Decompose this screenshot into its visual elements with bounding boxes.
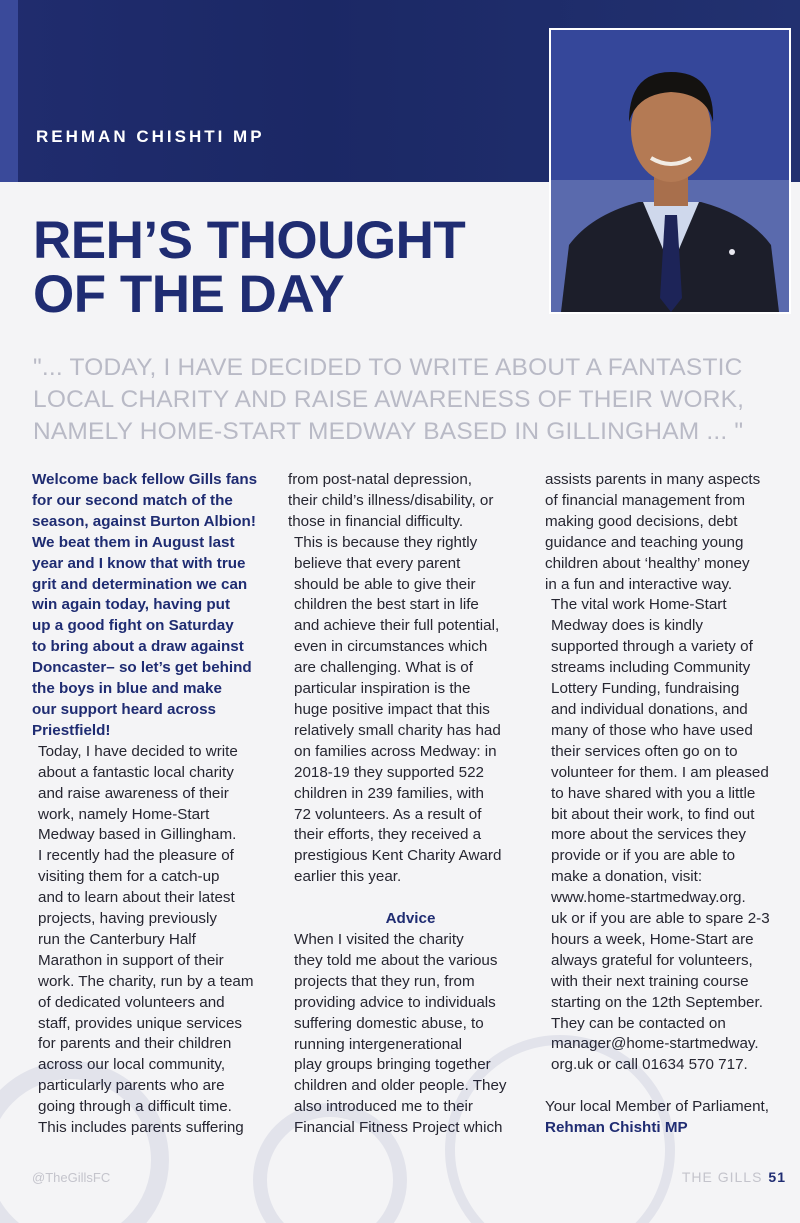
text-line: in a fun and interactive way. [545, 575, 733, 593]
text-line: believe that every parent [294, 554, 461, 572]
author-kicker: REHMAN CHISHTI MP [36, 127, 265, 146]
intro-paragraph [32, 470, 277, 742]
text-line: providing advice to individuals [294, 993, 496, 1011]
text-line: starting on the 12th September. [551, 993, 763, 1011]
text-line: When I visited the charity [294, 931, 464, 949]
text-line: many of those who have used [551, 721, 753, 739]
text-line: provide or if you are able to [551, 847, 736, 865]
text-line: manager@home-startmedway. [551, 1035, 759, 1053]
text-line: play groups bringing together [294, 1056, 491, 1074]
advice-subheading: Advice [385, 910, 436, 928]
text-line: always grateful for volunteers, [551, 951, 753, 969]
text-line: even in circumstances which [294, 638, 488, 656]
text-line: children and older people. They [294, 1077, 507, 1095]
text-line: for parents and their children [38, 1035, 232, 1053]
text-line: from post-natal depression, [288, 471, 473, 488]
text-line: on families across Medway: in [294, 742, 497, 760]
signoff-line: Your local Member of Parliament, [545, 1098, 769, 1116]
text-line: children the best start in life [294, 596, 479, 614]
text-line: They can be contacted on [551, 1014, 726, 1032]
text-line: work. The charity, run by a team [38, 972, 254, 990]
body-paragraph [288, 470, 533, 533]
text-line: and raise awareness of their [38, 784, 229, 802]
social-handle: @TheGillsFC [32, 1170, 111, 1185]
text-line: suffering domestic abuse, to [294, 1014, 484, 1032]
text-line: staff, provides unique services [38, 1014, 243, 1032]
text-line: volunteer for them. I am pleased [551, 763, 769, 781]
headline-line-2: OF THE DAY [33, 265, 345, 324]
portrait-illustration [551, 30, 789, 312]
text-line: they told me about the various [294, 951, 498, 969]
text-line: should be able to give their [294, 575, 476, 593]
text-line: relatively small charity has had [294, 721, 501, 739]
page-number: 51 [768, 1169, 786, 1185]
text-line: running intergenerational [294, 1035, 463, 1053]
text-line: and individual donations, and [551, 700, 748, 718]
text-line: Medway based in Gillingham. [38, 826, 237, 844]
article-headline [33, 211, 466, 324]
magazine-name: THE GILLS [681, 1169, 763, 1185]
pull-quote-line: "... TODAY, I HAVE DECIDED TO WRITE ABOUT A FANTASTIC [33, 354, 743, 381]
text-line: across our local community, [38, 1056, 226, 1074]
text-line: supported through a variety of [551, 638, 753, 656]
pull-quote-line: NAMELY HOME-START MEDWAY BASED IN GILLINGHAM ... " [33, 418, 744, 445]
text-line: bit about their work, to find out [551, 805, 755, 823]
article-column-3 [545, 470, 790, 1139]
text-line: making good decisions, debt [545, 512, 738, 530]
text-line: This is because they rightly [294, 533, 478, 551]
body-paragraph [545, 470, 790, 595]
text-line: assists parents in many aspects [545, 471, 761, 488]
text-line: visiting them for a catch-up [38, 868, 220, 886]
text-line: grit and determination we can [32, 575, 248, 593]
text-line: hours a week, Home-Start are [551, 930, 754, 948]
text-line: Financial Fitness Project which [294, 1119, 503, 1137]
text-line: about a fantastic local charity [38, 763, 234, 781]
text-line: This includes parents suffering [38, 1119, 244, 1137]
text-line: our support heard across [32, 700, 216, 718]
text-line: Priestfield! [32, 721, 111, 739]
text-line: season, against Burton Albion! [32, 512, 256, 530]
text-line: Marathon in support of their [38, 951, 224, 969]
body-paragraph [545, 595, 790, 1076]
text-line: and achieve their full potential, [294, 617, 500, 635]
text-line: work, namely Home-Start [38, 805, 210, 823]
text-line: children about ‘healthy’ money [545, 554, 750, 572]
text-line: of dedicated volunteers and [38, 993, 225, 1011]
text-line: also introduced me to their [294, 1098, 473, 1116]
text-line: particularly parents who are [38, 1077, 225, 1095]
text-line: for our second match of the [32, 491, 233, 509]
pull-quote [33, 352, 773, 448]
text-line: run the Canterbury Half [38, 930, 196, 948]
text-line: make a donation, visit: [551, 868, 703, 886]
signoff-name: Rehman Chishti MP [545, 1119, 688, 1137]
text-line: uk or if you are able to spare 2-3 [551, 910, 770, 928]
pull-quote-line: LOCAL CHARITY AND RAISE AWARENESS OF THEIR WORK, [33, 386, 745, 413]
text-line: I recently had the pleasure of [38, 847, 234, 865]
text-line: earlier this year. [294, 868, 402, 886]
text-line: Today, I have decided to write [38, 742, 238, 760]
text-line: prestigious Kent Charity Award [294, 847, 502, 865]
banner-accent-stripe [0, 0, 18, 182]
text-line: Doncaster– so let’s get behind [32, 659, 252, 677]
text-line: We beat them in August last [32, 533, 235, 551]
body-paragraph [288, 930, 533, 1139]
text-line: up a good fight on Saturday [32, 617, 234, 635]
text-line: The vital work Home-Start [551, 596, 727, 614]
text-line: those in financial difficulty. [288, 512, 464, 530]
text-line: Medway does is kindly [551, 617, 703, 635]
author-portrait [549, 28, 791, 314]
text-line: www.home-startmedway.org. [551, 889, 746, 907]
text-line: to have shared with you a little [551, 784, 756, 802]
body-paragraph [288, 533, 533, 888]
text-line: year and I know that with true [32, 554, 246, 572]
text-line: are challenging. What is of [294, 659, 473, 677]
text-line: huge positive impact that this [294, 700, 490, 718]
headline-line-1: REH’S THOUGHT [33, 211, 466, 270]
text-line: 2018-19 they supported 522 [294, 763, 484, 781]
article-column-2 [288, 470, 533, 1139]
page-footer [682, 1169, 786, 1185]
text-line: with their next training course [551, 972, 749, 990]
text-line: their child’s illness/disability, or [288, 491, 494, 509]
article-column-1 [32, 470, 277, 1139]
text-line: win again today, having put [32, 596, 231, 614]
text-line: the boys in blue and make [32, 680, 222, 698]
body-paragraph [32, 742, 277, 1139]
text-line: 72 volunteers. As a result of [294, 805, 482, 823]
text-line: streams including Community [551, 659, 751, 677]
text-line: of financial management from [545, 491, 746, 509]
text-line: Lottery Funding, fundraising [551, 680, 740, 698]
text-line: to bring about a draw against [32, 638, 244, 656]
text-line: their efforts, they received a [294, 826, 482, 844]
text-line: particular inspiration is the [294, 680, 471, 698]
text-line: going through a difficult time. [38, 1098, 232, 1116]
text-line: Welcome back fellow Gills fans [32, 471, 258, 488]
text-line: more about the services they [551, 826, 747, 844]
text-line: org.uk or call 01634 570 717. [551, 1056, 748, 1074]
text-line: projects, having previously [38, 910, 217, 928]
text-line: children in 239 families, with [294, 784, 484, 802]
text-line: and to learn about their latest [38, 889, 235, 907]
text-line: guidance and teaching young [545, 533, 744, 551]
text-line: their services often go on to [551, 742, 738, 760]
text-line: projects that they run, from [294, 972, 475, 990]
